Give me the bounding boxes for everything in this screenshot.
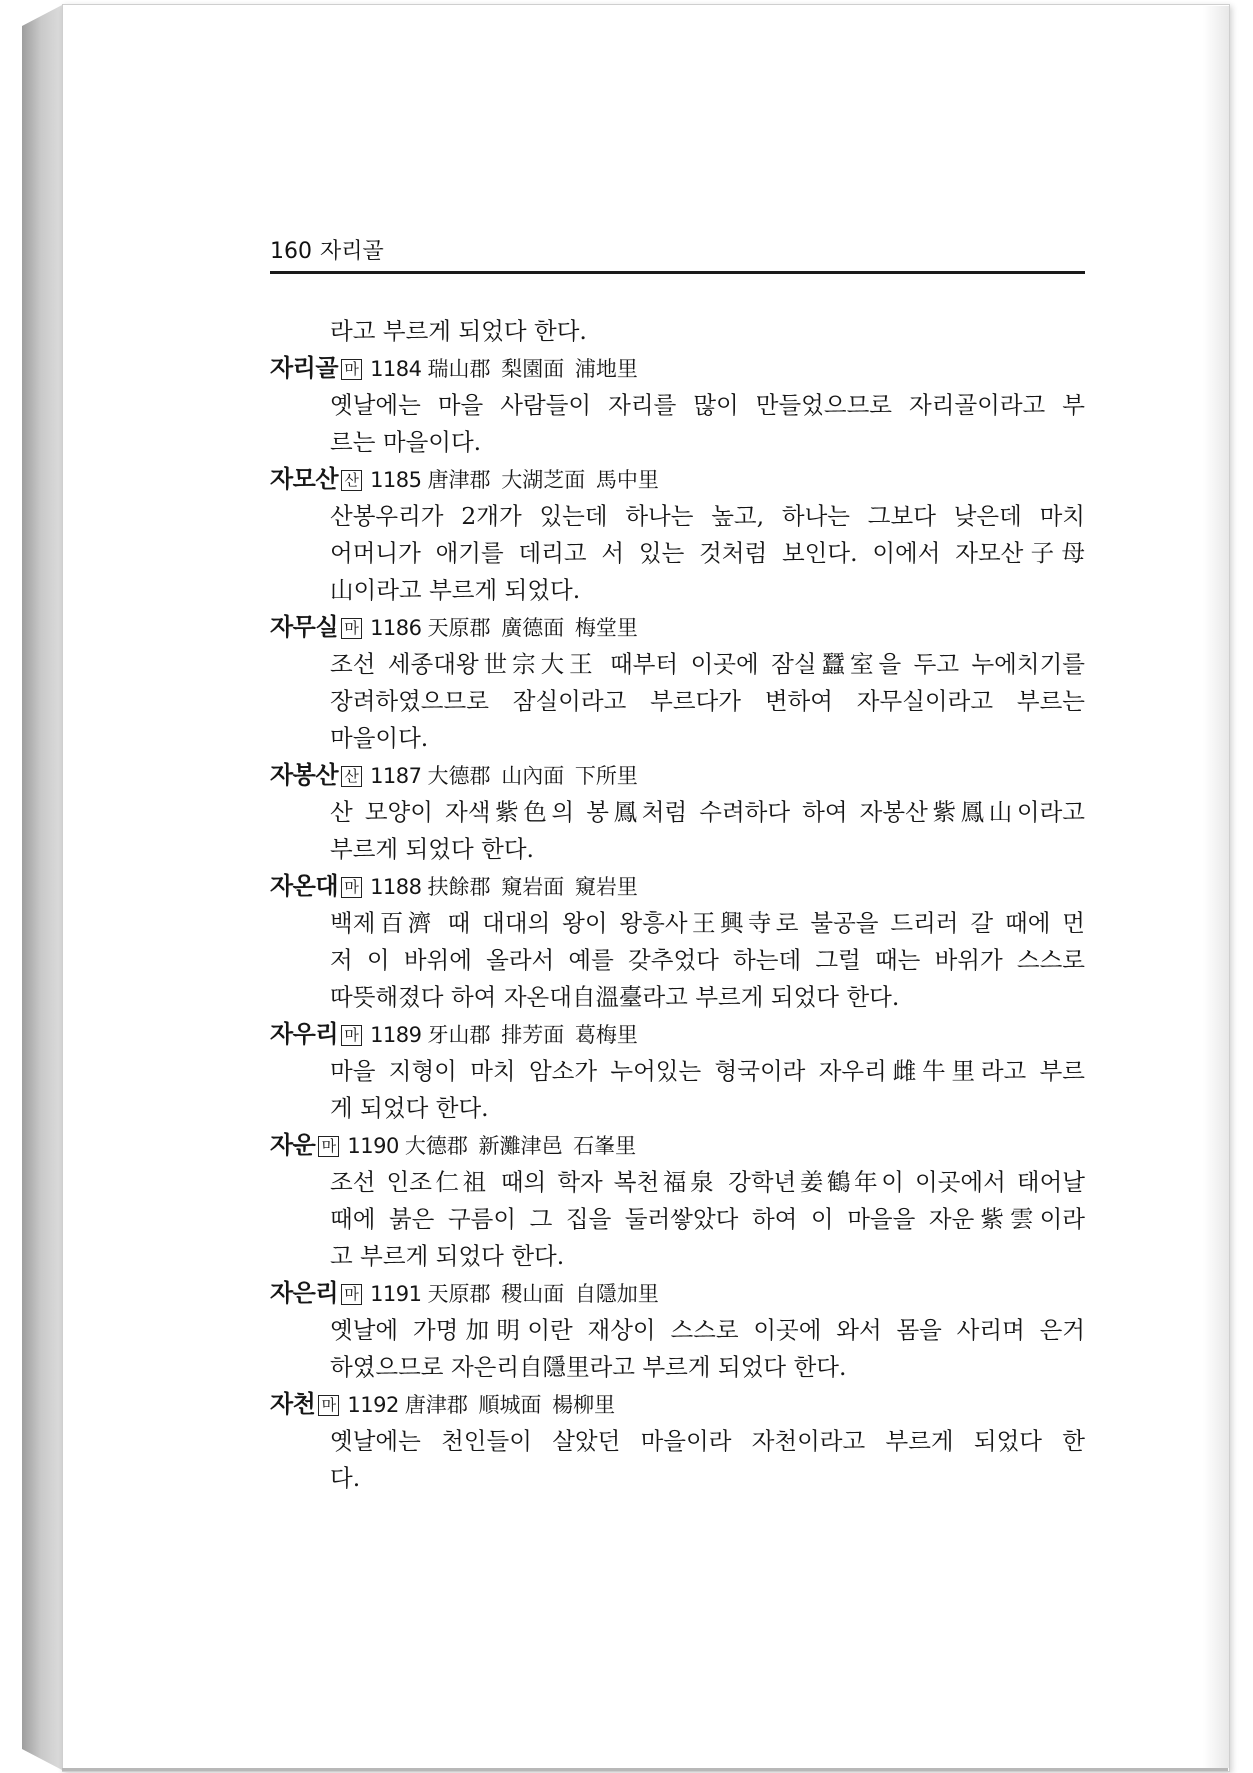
entry-text-line: 따뜻해졌다 하여 자온대自溫臺라고 부르게 되었다 한다. — [330, 983, 900, 1011]
entry-text-line: 조선 세종대왕世宗大王 때부터 이곳에 잠실蠶室을 두고 누에치기를 — [330, 650, 1085, 678]
entry-text-line: 마을 지형이 마치 암소가 누어있는 형국이라 자우리雌牛里라고 부르 — [330, 1057, 1085, 1085]
entry — [270, 868, 1085, 1016]
entry-name: 자온대 — [270, 872, 339, 900]
entry-heading — [270, 1016, 1085, 1053]
entry — [270, 1386, 1085, 1497]
entry-place: 牙山郡 排芳面 葛梅里 — [427, 1023, 638, 1047]
entry — [270, 350, 1085, 461]
entry-place: 唐津郡 大湖芝面 馬中里 — [427, 468, 659, 492]
entry-place: 大德郡 新灘津邑 石峯里 — [404, 1134, 637, 1158]
entry-name: 자모산 — [270, 465, 339, 493]
page-bottom-edge — [62, 1768, 1228, 1771]
entry-text-line: 백제百濟 때 대대의 왕이 왕흥사王興寺로 불공을 드리러 갈 때에 먼 — [330, 909, 1085, 937]
entry-text-line: 산봉우리가 2개가 있는데 하나는 높고, 하나는 그보다 낮은데 마치 — [330, 502, 1085, 530]
entry-type-tag: 마 — [341, 1284, 362, 1305]
entry-text-line: 어머니가 애기를 데리고 서 있는 것처럼 보인다. 이에서 자모산子母 — [330, 539, 1085, 567]
entry-number: 1188 — [370, 875, 422, 899]
entry — [270, 757, 1085, 868]
entry-name: 자천 — [270, 1390, 316, 1418]
entry — [270, 1016, 1085, 1127]
entry-text-line: 山이라고 부르게 되었다. — [330, 576, 581, 604]
entry-text-line: 다. — [330, 1464, 361, 1492]
entry-type-tag: 산 — [341, 470, 362, 491]
entry-name: 자봉산 — [270, 761, 339, 789]
entry-place: 天原郡 稷山面 自隱加里 — [427, 1282, 659, 1306]
entry — [270, 1127, 1085, 1275]
entry-heading — [270, 1386, 1085, 1423]
header-rule — [270, 271, 1085, 274]
entry-text-line: 게 되었다 한다. — [330, 1094, 489, 1122]
running-title: 자리골 — [320, 239, 384, 264]
entry-text-line: 고 부르게 되었다 한다. — [330, 1242, 565, 1270]
entry-heading — [270, 609, 1085, 646]
continuation-line: 라고 부르게 되었다 한다. — [330, 317, 587, 345]
entry-text-line: 마을이다. — [330, 724, 429, 752]
entry-type-tag: 마 — [341, 877, 362, 898]
page-number: 160 — [270, 239, 312, 264]
entry-text-line: 옛날에는 마을 사람들이 자리를 많이 만들었으므로 자리골이라고 부 — [330, 391, 1085, 419]
running-head — [270, 234, 384, 265]
page-content — [270, 313, 1085, 1497]
entry-text-line: 저 이 바위에 올라서 예를 갖추었다 하는데 그럴 때는 바위가 스스로 — [330, 946, 1085, 974]
entry-number: 1189 — [370, 1023, 422, 1047]
entry-number: 1187 — [370, 764, 422, 788]
entry-number: 1191 — [370, 1282, 422, 1306]
entry-number: 1184 — [370, 357, 422, 381]
entry-place: 唐津郡 順城面 楊柳里 — [404, 1393, 616, 1417]
entry-text-line: 조선 인조仁祖 때의 학자 복천福泉 강학년姜鶴年이 이곳에서 태어날 — [330, 1168, 1085, 1196]
entry-name: 자리골 — [270, 354, 339, 382]
entry-text-line: 산 모양이 자색紫色의 봉鳳처럼 수려하다 하여 자봉산紫鳳山이라고 — [330, 798, 1085, 826]
entry-type-tag: 마 — [341, 359, 362, 380]
page-edge-shade — [1203, 6, 1229, 1768]
entry-text-line: 부르게 되었다 한다. — [330, 835, 535, 863]
entry-heading — [270, 757, 1085, 794]
entry-number: 1185 — [370, 468, 422, 492]
entry — [270, 1275, 1085, 1386]
entry-heading — [270, 868, 1085, 905]
entry-number: 1186 — [370, 616, 422, 640]
entry-heading — [270, 1275, 1085, 1312]
entry-place: 天原郡 廣德面 梅堂里 — [427, 616, 638, 640]
entry-type-tag: 마 — [341, 1025, 362, 1046]
entry-type-tag: 마 — [318, 1136, 339, 1157]
entry — [270, 609, 1085, 757]
entry-place: 扶餘郡 窺岩面 窺岩里 — [427, 875, 638, 899]
entry-name: 자우리 — [270, 1020, 339, 1048]
entry-name: 자은리 — [270, 1279, 339, 1307]
entry-number: 1190 — [347, 1134, 399, 1158]
entry-text-line: 때에 붉은 구름이 그 집을 둘러쌓았다 하여 이 마을을 자운紫雲이라 — [330, 1205, 1085, 1233]
entry-text-line: 장려하였으므로 잠실이라고 부르다가 변하여 자무실이라고 부르는 — [330, 687, 1085, 715]
entry-place: 瑞山郡 梨園面 浦地里 — [427, 357, 638, 381]
entry-text-line: 옛날에 가명加明이란 재상이 스스로 이곳에 와서 몸을 사리며 은거 — [330, 1316, 1085, 1344]
entry — [270, 461, 1085, 609]
entry-name: 자무실 — [270, 613, 339, 641]
entry-heading — [270, 1127, 1085, 1164]
book-spine-edge — [22, 4, 64, 1771]
entry-number: 1192 — [347, 1393, 399, 1417]
entry-type-tag: 마 — [318, 1395, 339, 1416]
entry-place: 大德郡 山內面 下所里 — [427, 764, 638, 788]
entry-text-line: 옛날에는 천인들이 살았던 마을이라 자천이라고 부르게 되었다 한 — [330, 1427, 1085, 1455]
entry-type-tag: 산 — [341, 766, 362, 787]
entry-heading — [270, 350, 1085, 387]
entry-name: 자운 — [270, 1131, 316, 1159]
entry-text-line: 르는 마을이다. — [330, 428, 482, 456]
entry-type-tag: 마 — [341, 618, 362, 639]
entry-heading — [270, 461, 1085, 498]
entry-text-line: 하였으므로 자은리自隱里라고 부르게 되었다 한다. — [330, 1353, 847, 1381]
